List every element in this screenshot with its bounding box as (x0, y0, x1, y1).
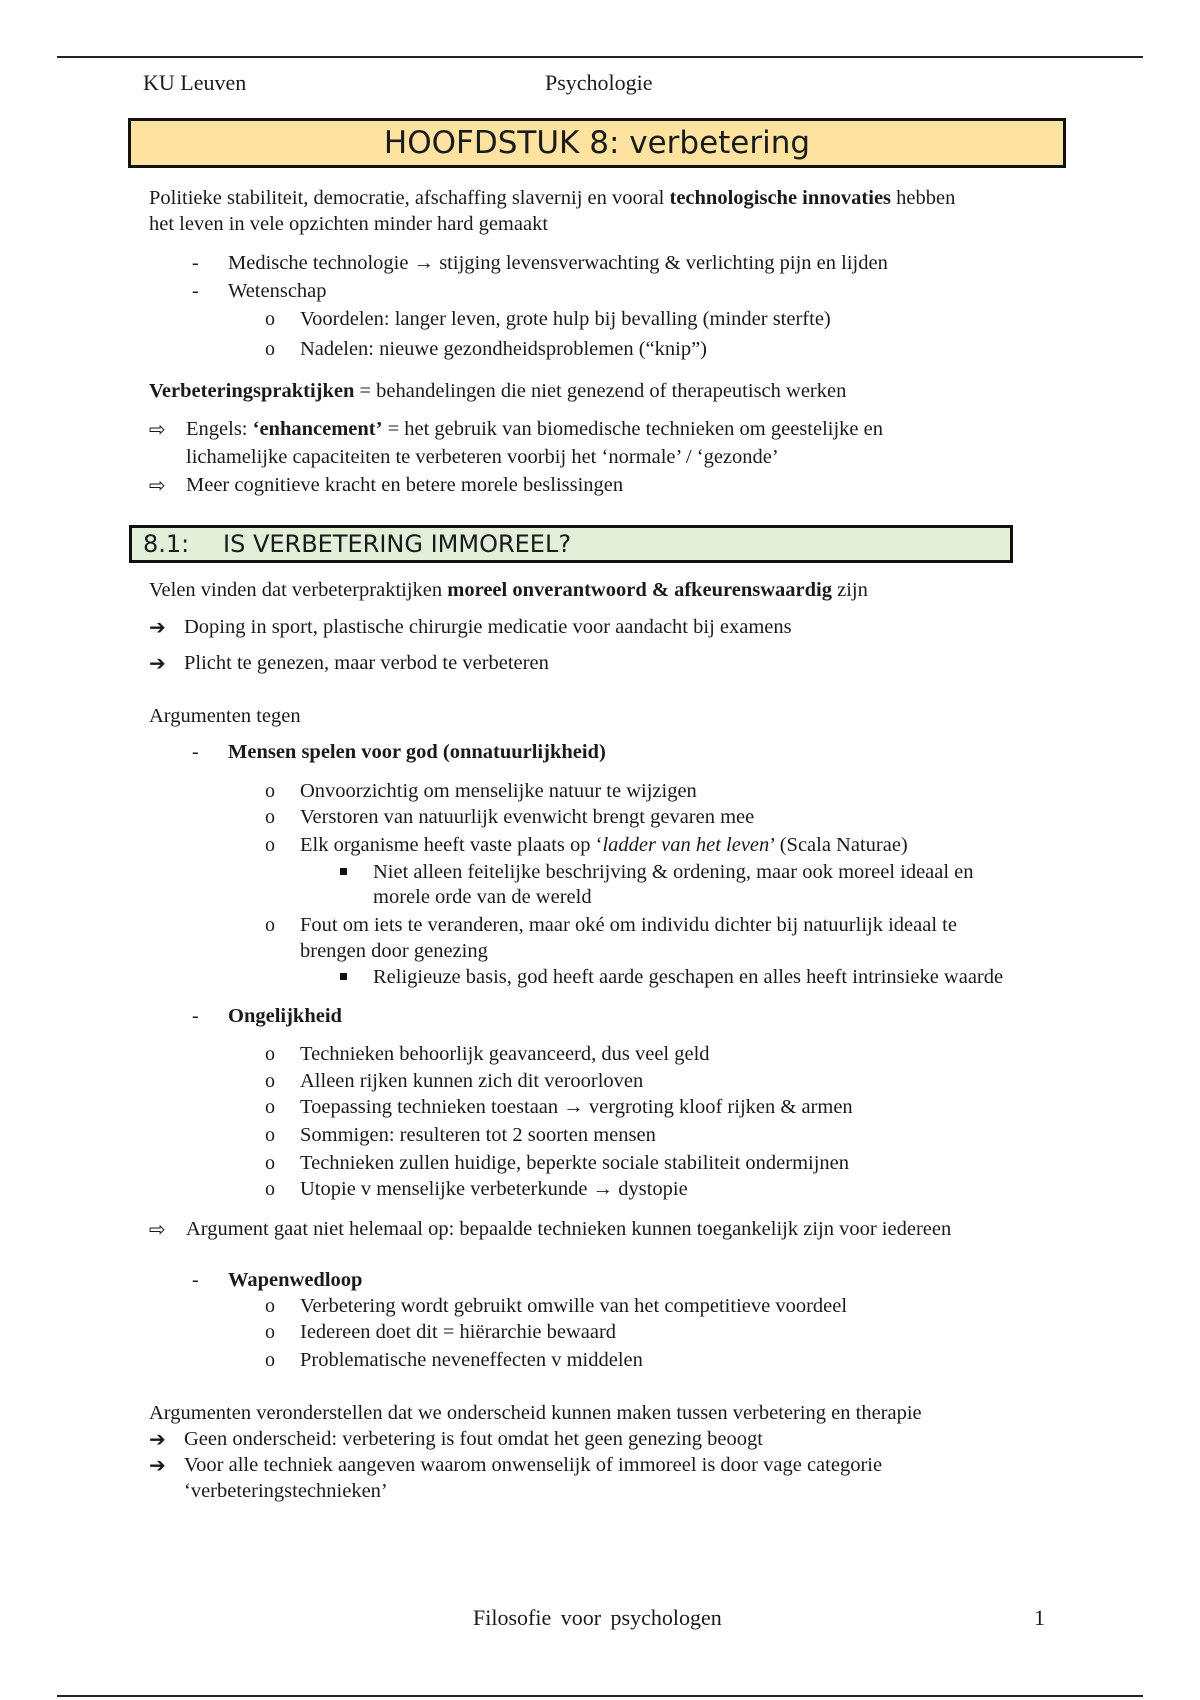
circle-bullet: o (265, 1321, 275, 1343)
bottom-rule (57, 1695, 1143, 1697)
circle-bullet: o (265, 1043, 275, 1065)
list-item: Utopie v menselijke verbeterkunde → dystopie (300, 1178, 688, 1200)
header-university: KU Leuven (143, 70, 247, 95)
argument-title: Wapenwedloop (228, 1269, 363, 1291)
arrow-item-line2: lichamelijke capaciteiten te verbeteren voorbij het ‘normale’ / ‘gezonde’ (186, 446, 779, 468)
list-item: Voordelen: langer leven, grote hulp bij bevalling (minder sterfte) (300, 308, 831, 330)
hollow-arrow-icon: ⇨ (149, 417, 166, 441)
list-item: Problematische neveneffecten v middelen (300, 1349, 643, 1371)
circle-bullet: o (265, 1096, 275, 1118)
arrow-item: Argument gaat niet helemaal op: bepaalde technieken kunnen toegankelijk zijn voor iedereen (186, 1218, 952, 1240)
list-item: Toepassing technieken toestaan → vergroting kloof rijken & armen (300, 1096, 853, 1118)
list-item: Elk organisme heeft vaste plaats op ‘ladder van het leven’ (Scala Naturae) (300, 834, 908, 856)
list-item: Onvoorzichtig om menselijke natuur te wijzigen (300, 780, 697, 802)
list-item-line2: brengen door genezing (300, 940, 488, 962)
chapter-title: HOOFDSTUK 8: verbetering (128, 118, 1066, 168)
circle-bullet: o (265, 308, 275, 330)
list-item: Niet alleen feitelijke beschrijving & ordening, maar ook moreel ideaal en (373, 861, 974, 883)
circle-bullet: o (265, 1178, 275, 1200)
arrow-item: Geen onderscheid: verbetering is fout omdat het geen genezing beoogt (184, 1428, 763, 1450)
dash-bullet: - (192, 252, 199, 274)
section-intro: Velen vinden dat verbeterpraktijken moreel onverantwoord & afkeurenswaardig zijn (149, 579, 868, 601)
arrow-item: Voor alle techniek aangeven waarom onwenselijk of immoreel is door vage categorie (184, 1454, 883, 1476)
circle-bullet: o (265, 806, 275, 828)
circle-bullet: o (265, 1152, 275, 1174)
top-rule (57, 56, 1143, 58)
circle-bullet: o (265, 834, 275, 856)
circle-bullet: o (265, 338, 275, 360)
list-item: Religieuze basis, god heeft aarde geschapen en alles heeft intrinsieke waarde (373, 966, 1004, 988)
dash-bullet: - (192, 1005, 199, 1027)
section-number: 8.1: (143, 530, 190, 558)
list-item: Iedereen doet dit = hiërarchie bewaard (300, 1321, 617, 1343)
list-item: Nadelen: nieuwe gezondheidsproblemen (“knip”) (300, 338, 707, 360)
circle-bullet: o (265, 914, 275, 936)
intro-paragraph-line2: het leven in vele opzichten minder hard gemaakt (149, 213, 549, 235)
arrow-right-icon: ➔ (149, 1427, 166, 1451)
section-title: IS VERBETERING IMMOREEL? (223, 530, 572, 558)
list-item: Wetenschap (228, 280, 327, 302)
list-item: Medische technologie → stijging levensverwachting & verlichting pijn en lijden (228, 252, 888, 274)
circle-bullet: o (265, 1295, 275, 1317)
intro-paragraph: Politieke stabiliteit, democratie, afschaffing slavernij en vooral technologische innovaties hebben (149, 187, 956, 209)
circle-bullet: o (265, 1070, 275, 1092)
hollow-arrow-icon: ⇨ (149, 1217, 166, 1241)
list-item: Fout om iets te veranderen, maar oké om individu dichter bij natuurlijk ideaal te (300, 914, 957, 936)
arrow-item: Engels: ‘enhancement’ = het gebruik van biomedische technieken om geestelijke en (186, 418, 883, 440)
header-course: Psychologie (545, 70, 653, 95)
arrow-right-icon: ➔ (149, 615, 166, 639)
arrow-item-line2: ‘verbeteringstechnieken’ (184, 1480, 388, 1502)
dash-bullet: - (192, 1269, 199, 1291)
definition: Verbeteringspraktijken = behandelingen die niet genezend of therapeutisch werken (149, 380, 847, 402)
circle-bullet: o (265, 1124, 275, 1146)
square-bullet (340, 868, 347, 875)
arrow-right-icon: ➔ (149, 651, 166, 675)
list-item: Verstoren van natuurlijk evenwicht brengt gevaren mee (300, 806, 755, 828)
dash-bullet: - (192, 280, 199, 302)
list-item: Verbetering wordt gebruikt omwille van het competitieve voordeel (300, 1295, 848, 1317)
list-item: Alleen rijken kunnen zich dit veroorloven (300, 1070, 644, 1092)
hollow-arrow-icon: ⇨ (149, 473, 166, 497)
circle-bullet: o (265, 1349, 275, 1371)
arrow-right-icon: ➔ (149, 1453, 166, 1477)
arrow-item: Doping in sport, plastische chirurgie medicatie voor aandacht bij examens (184, 616, 792, 638)
dash-bullet: - (192, 741, 199, 763)
list-item: Technieken zullen huidige, beperkte sociale stabiliteit ondermijnen (300, 1152, 850, 1174)
list-item: Technieken behoorlijk geavanceerd, dus veel geld (300, 1043, 710, 1065)
arrow-item: Meer cognitieve kracht en betere morele beslissingen (186, 474, 624, 496)
arrow-item: Plicht te genezen, maar verbod te verbeteren (184, 652, 549, 674)
circle-bullet: o (265, 780, 275, 802)
square-bullet (340, 973, 347, 980)
footer-title: Filosofie voor psychologen (473, 1605, 722, 1630)
list-item: Sommigen: resulteren tot 2 soorten mensen (300, 1124, 656, 1146)
list-item-line2: morele orde van de wereld (373, 886, 592, 908)
page-number: 1 (1034, 1605, 1045, 1630)
section-heading (129, 525, 1013, 563)
argument-title: Ongelijkheid (228, 1005, 342, 1027)
argument-title: Mensen spelen voor god (onnatuurlijkheid) (228, 741, 606, 763)
arguments-label: Argumenten tegen (149, 705, 301, 727)
closing-paragraph: Argumenten veronderstellen dat we onderscheid kunnen maken tussen verbetering en therapie (149, 1402, 922, 1424)
